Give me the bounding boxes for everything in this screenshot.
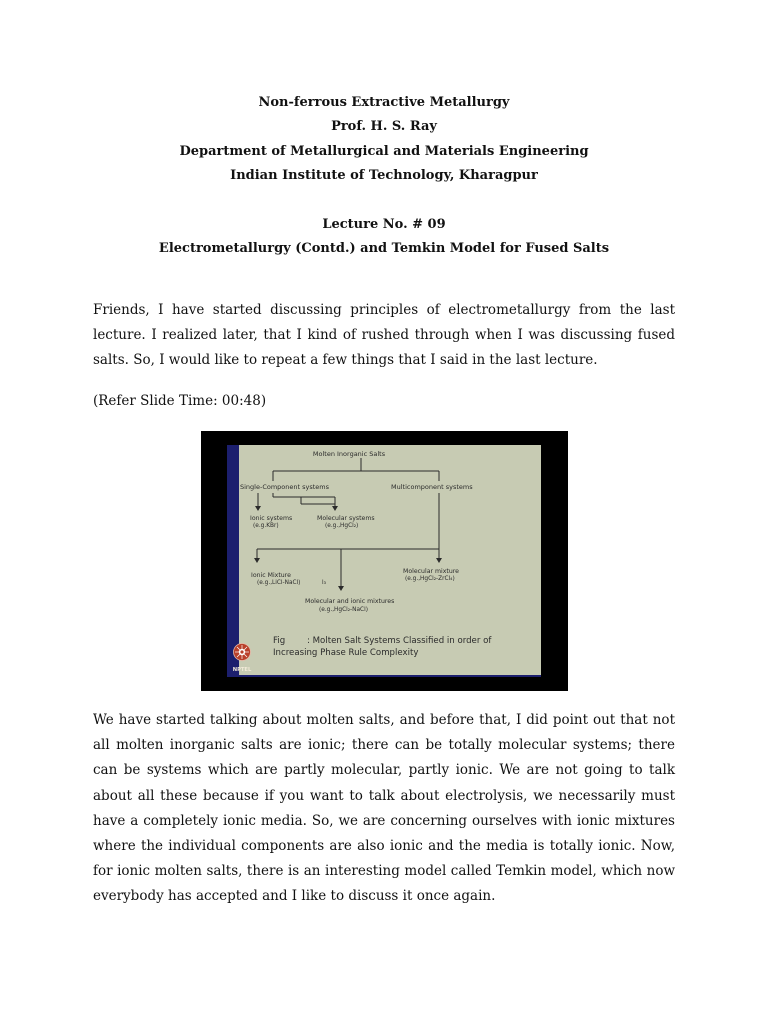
figure-caption-line-2: Increasing Phase Rule Complexity	[273, 648, 419, 658]
lecture-slide-image	[201, 431, 568, 691]
node-multicomponent: Multicomponent systems	[391, 483, 473, 491]
paragraph-molten-salts: We have started talking about molten salts, and before that, I did point out that not all molten inorganic salts are ionic; there can be totally molecular systems; there can be systems which are partly molecular, partly ionic. We are not going to talk about all these because if you want to talk about electrolysis, we necessarily must have a completely ionic media. So, we are concerning ourselves with ionic mixtures where the individual components are also ionic and the media is totally ionic. Now, for ionic molten salts, there is an interesting model called Temkin model, which now everybody has accepted and I like to discuss it once again.	[93, 712, 675, 905]
node-molecular-ionic-mixtures: Molecular and ionic mixtures	[305, 598, 395, 605]
lecture-number: Lecture No. # 09	[322, 217, 446, 232]
node-ionic-systems: Ionic systems	[250, 515, 293, 522]
figure-caption-line-1: Fig : Molten Salt Systems Classified in order of	[273, 636, 492, 646]
molten-salt-classification-diagram	[201, 431, 568, 691]
node-molecular-ionic-mixtures-example: (e.g.,HgCl₂-NaCl)	[319, 607, 368, 613]
node-ionic-mixture-mark: l₃	[322, 580, 326, 586]
node-ionic-mixture: Ionic Mixture	[251, 572, 291, 579]
course-title: Non-ferrous Extractive Metallurgy	[258, 95, 510, 110]
node-ionic-mixture-example: (e.g.,LiCl-NaCl)	[257, 580, 301, 586]
professor-name: Prof. H. S. Ray	[331, 119, 437, 134]
node-ionic-systems-example: (e.g.KBr)	[253, 523, 279, 529]
node-molecular-mixture-example: (e.g.,HgCl₂-ZrCl₄)	[405, 576, 455, 582]
department-name: Department of Metallurgical and Materials Engineering	[179, 144, 589, 159]
refer-slide-time: (Refer Slide Time: 00:48)	[93, 393, 267, 409]
institute-name: Indian Institute of Technology, Kharagpur	[230, 168, 538, 183]
lecture-title: Electrometallurgy (Contd.) and Temkin Model for Fused Salts	[158, 241, 610, 256]
node-molecular-mixture: Molecular mixture	[403, 568, 459, 575]
node-molecular-systems-example: (e.g.,HgCl₂)	[325, 523, 359, 529]
nptel-logo-text: NPTEL	[232, 667, 252, 673]
node-root: Molten Inorganic Salts	[312, 450, 386, 458]
node-molecular-systems: Molecular systems	[317, 515, 375, 522]
paragraph-intro: Friends, I have started discussing principles of electrometallurgy from the last lecture. I realized later, that I kind of rushed through when I was discussing fused salts. So, I would like to repeat a few things that I said in the last lecture.	[93, 302, 675, 369]
node-single-component: Single-Component systems	[240, 483, 330, 491]
